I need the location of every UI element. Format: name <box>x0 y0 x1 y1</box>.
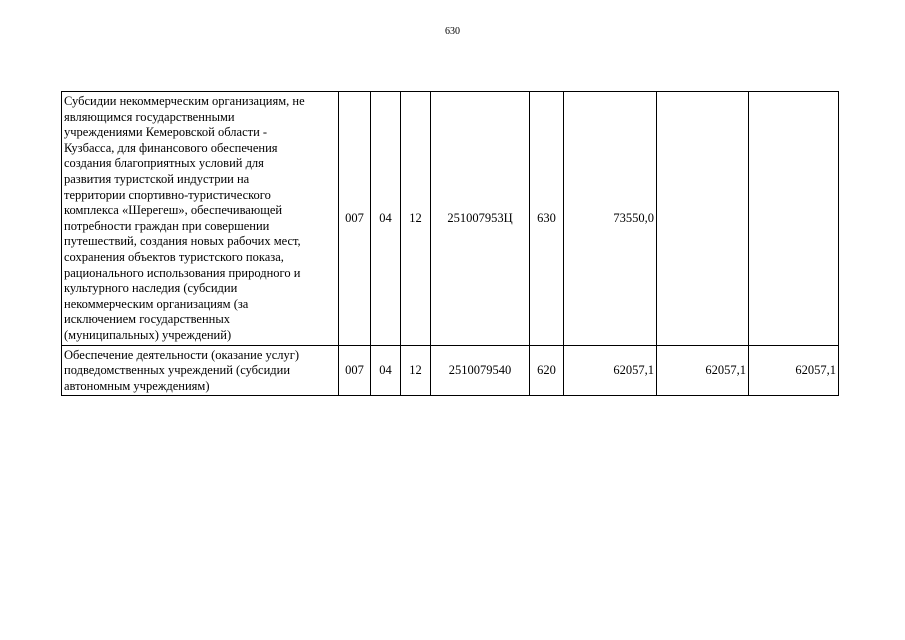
row-amount-year-3 <box>749 92 839 346</box>
row-target-article: 2510079540 <box>431 345 530 396</box>
row-amount-year-3: 62057,1 <box>749 345 839 396</box>
row-amount-year-1: 62057,1 <box>564 345 657 396</box>
row-ministry-code: 007 <box>339 345 371 396</box>
row-subsection-code: 12 <box>401 92 431 346</box>
row-description: Субсидии некоммерческим организациям, не являющимся государственными учреждениями Кемеровской области - Кузбасса, для финансового обеспечения создания благоприятных условий для развития туристской индустрии на территории спортивно-туристического комплекса «Шерегеш», обеспечивающей потребности граждан при совершении путешествий, создания новых рабочих мест, сохранения объектов туристского показа, рационального использования природного и культурного наследия (субсидии некоммерческим организациям (за исключением государственных (муниципальных) учреждений) <box>62 92 339 346</box>
row-ministry-code: 007 <box>339 92 371 346</box>
row-section-code: 04 <box>371 92 401 346</box>
row-section-code: 04 <box>371 345 401 396</box>
table-row <box>62 345 839 396</box>
row-amount-year-2: 62057,1 <box>657 345 749 396</box>
row-description: Обеспечение деятельности (оказание услуг) подведомственных учреждений (субсидии автономным учреждениям) <box>62 345 339 396</box>
row-target-article: 251007953Ц <box>431 92 530 346</box>
row-subsection-code: 12 <box>401 345 431 396</box>
row-amount-year-2 <box>657 92 749 346</box>
page-number: 630 <box>445 26 460 37</box>
row-amount-year-1: 73550,0 <box>564 92 657 346</box>
table-row <box>62 92 839 346</box>
row-expense-type: 630 <box>530 92 564 346</box>
budget-table <box>61 91 839 396</box>
row-expense-type: 620 <box>530 345 564 396</box>
